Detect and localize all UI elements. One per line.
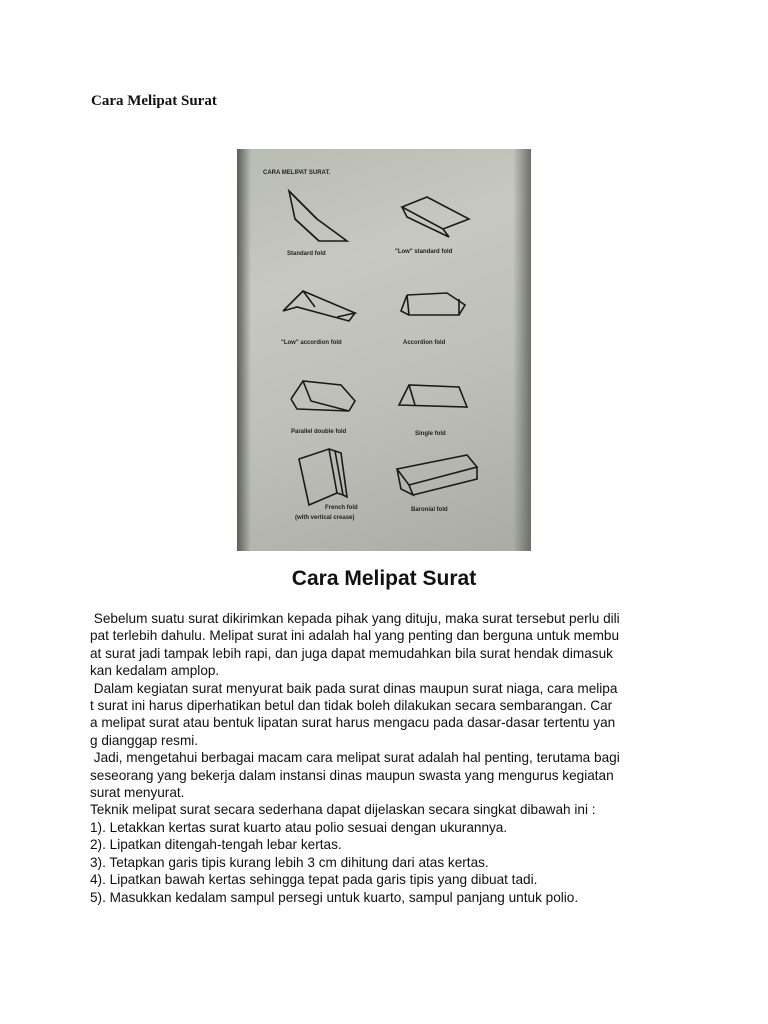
text-line: Teknik melipat surat secara sederhana dapat dijelaskan secara singkat dibawah ini : [90,802,596,818]
text-line: Sebelum suatu surat dikirimkan kepada pihak yang dituju, maka surat tersebut perlu dili [90,611,620,626]
text-line: seseorang yang bekerja dalam instansi dinas maupun swasta yang mengurus kegiatan [90,767,614,783]
article-title: Cara Melipat Surat [291,567,477,590]
step-4: 4). Lipatkan bawah kertas sehingga tepat pada garis tipis yang dibuat tadi. [90,872,538,888]
text-line: kan kedalam amplop. [90,663,220,679]
label-single-fold: Single fold [415,431,446,437]
low-standard-fold-illustration [402,197,469,237]
folding-diagram [237,149,531,551]
text-line: pat terlebih dahulu. Melipat surat ini adalah hal yang penting dan berguna untuk membu [90,628,620,644]
document-heading: Cara Melipat Surat [91,93,217,109]
text-line: at surat jadi tampak lebih rapi, dan juga dapat memudahkan bila surat hendak dimasuk [90,645,613,661]
baronial-fold-illustration [397,455,477,495]
step-3: 3). Tetapkan garis tipis kurang lebih 3 cm dihitung dari atas kertas. [90,854,489,870]
text-line: surat menyurat. [90,785,185,801]
text-line: t surat ini harus diperhatikan betul dan tidak boleh dilakukan secara sembarangan. Car [90,698,613,714]
step-2: 2). Lipatkan ditengah-tengah lebar kertas. [90,837,342,853]
label-accordion-fold: Accordion fold [403,340,446,346]
low-accordion-fold-illustration [283,291,355,321]
label-french-fold: French fold [325,505,358,511]
standard-fold-illustration [289,191,347,241]
text-line: a melipat surat atau bentuk lipatan surat harus mengacu pada dasar-dasar tertentu yan [90,715,616,731]
accordion-fold-illustration [401,293,465,315]
folding-diagram-photo [237,149,531,551]
text-line: Jadi, mengetahui berbagai macam cara melipat surat adalah hal penting, terutama bagi [90,750,620,766]
label-french-fold-note: (with vertical crease) [295,515,355,521]
step-5: 5). Masukkan kedalam sampul persegi untuk kuarto, sampul panjang untuk polio. [90,889,579,905]
text-line: g dianggap resmi. [90,732,199,748]
diagram-title: CARA MELIPAT SURAT. [263,170,331,176]
single-fold-illustration [399,385,467,407]
label-low-accordion-fold: "Low" accordion fold [281,340,342,346]
french-fold-illustration [299,449,347,505]
parallel-double-fold-illustration [291,381,355,411]
article-body [90,610,660,906]
step-1: 1). Letakkan kertas surat kuarto atau polio sesuai dengan ukurannya. [90,819,508,835]
label-low-standard-fold: "Low" standard fold [395,249,453,255]
label-baronial-fold: Baronial fold [411,507,448,513]
text-line: Dalam kegiatan surat menyurat baik pada surat dinas maupun surat niaga, cara melipa [90,680,618,696]
label-standard-fold: Standard fold [287,251,326,257]
label-parallel-double-fold: Parallel double fold [291,429,347,435]
